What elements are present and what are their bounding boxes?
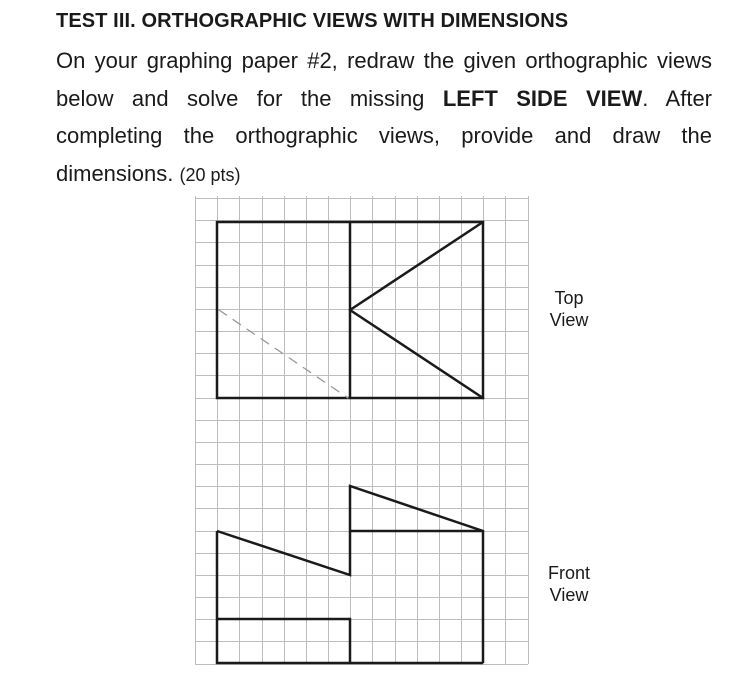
front-view-label	[539, 562, 599, 606]
instructions-intro: On your graphing paper #2, redraw the given orthographic views below and solve for the missing	[56, 48, 712, 111]
front-view-label-line2: View	[549, 585, 589, 605]
instructions-outro: . After completing the orthographic views, provide and draw the dimensions.	[56, 85, 713, 186]
top-view-label-line1: Top	[554, 288, 584, 308]
points-label: (20 pts)	[179, 164, 241, 185]
top-view-label-line2: View	[549, 310, 589, 330]
instructions-emphasis: LEFT SIDE VIEW	[442, 85, 643, 111]
graph-paper-grid	[195, 196, 529, 665]
top-view-label	[539, 287, 599, 331]
front-view	[217, 486, 483, 663]
front-view-label-line1: Front	[547, 563, 590, 583]
test-heading: TEST III. ORTHOGRAPHIC VIEWS WITH DIMENSIONS	[56, 10, 569, 32]
